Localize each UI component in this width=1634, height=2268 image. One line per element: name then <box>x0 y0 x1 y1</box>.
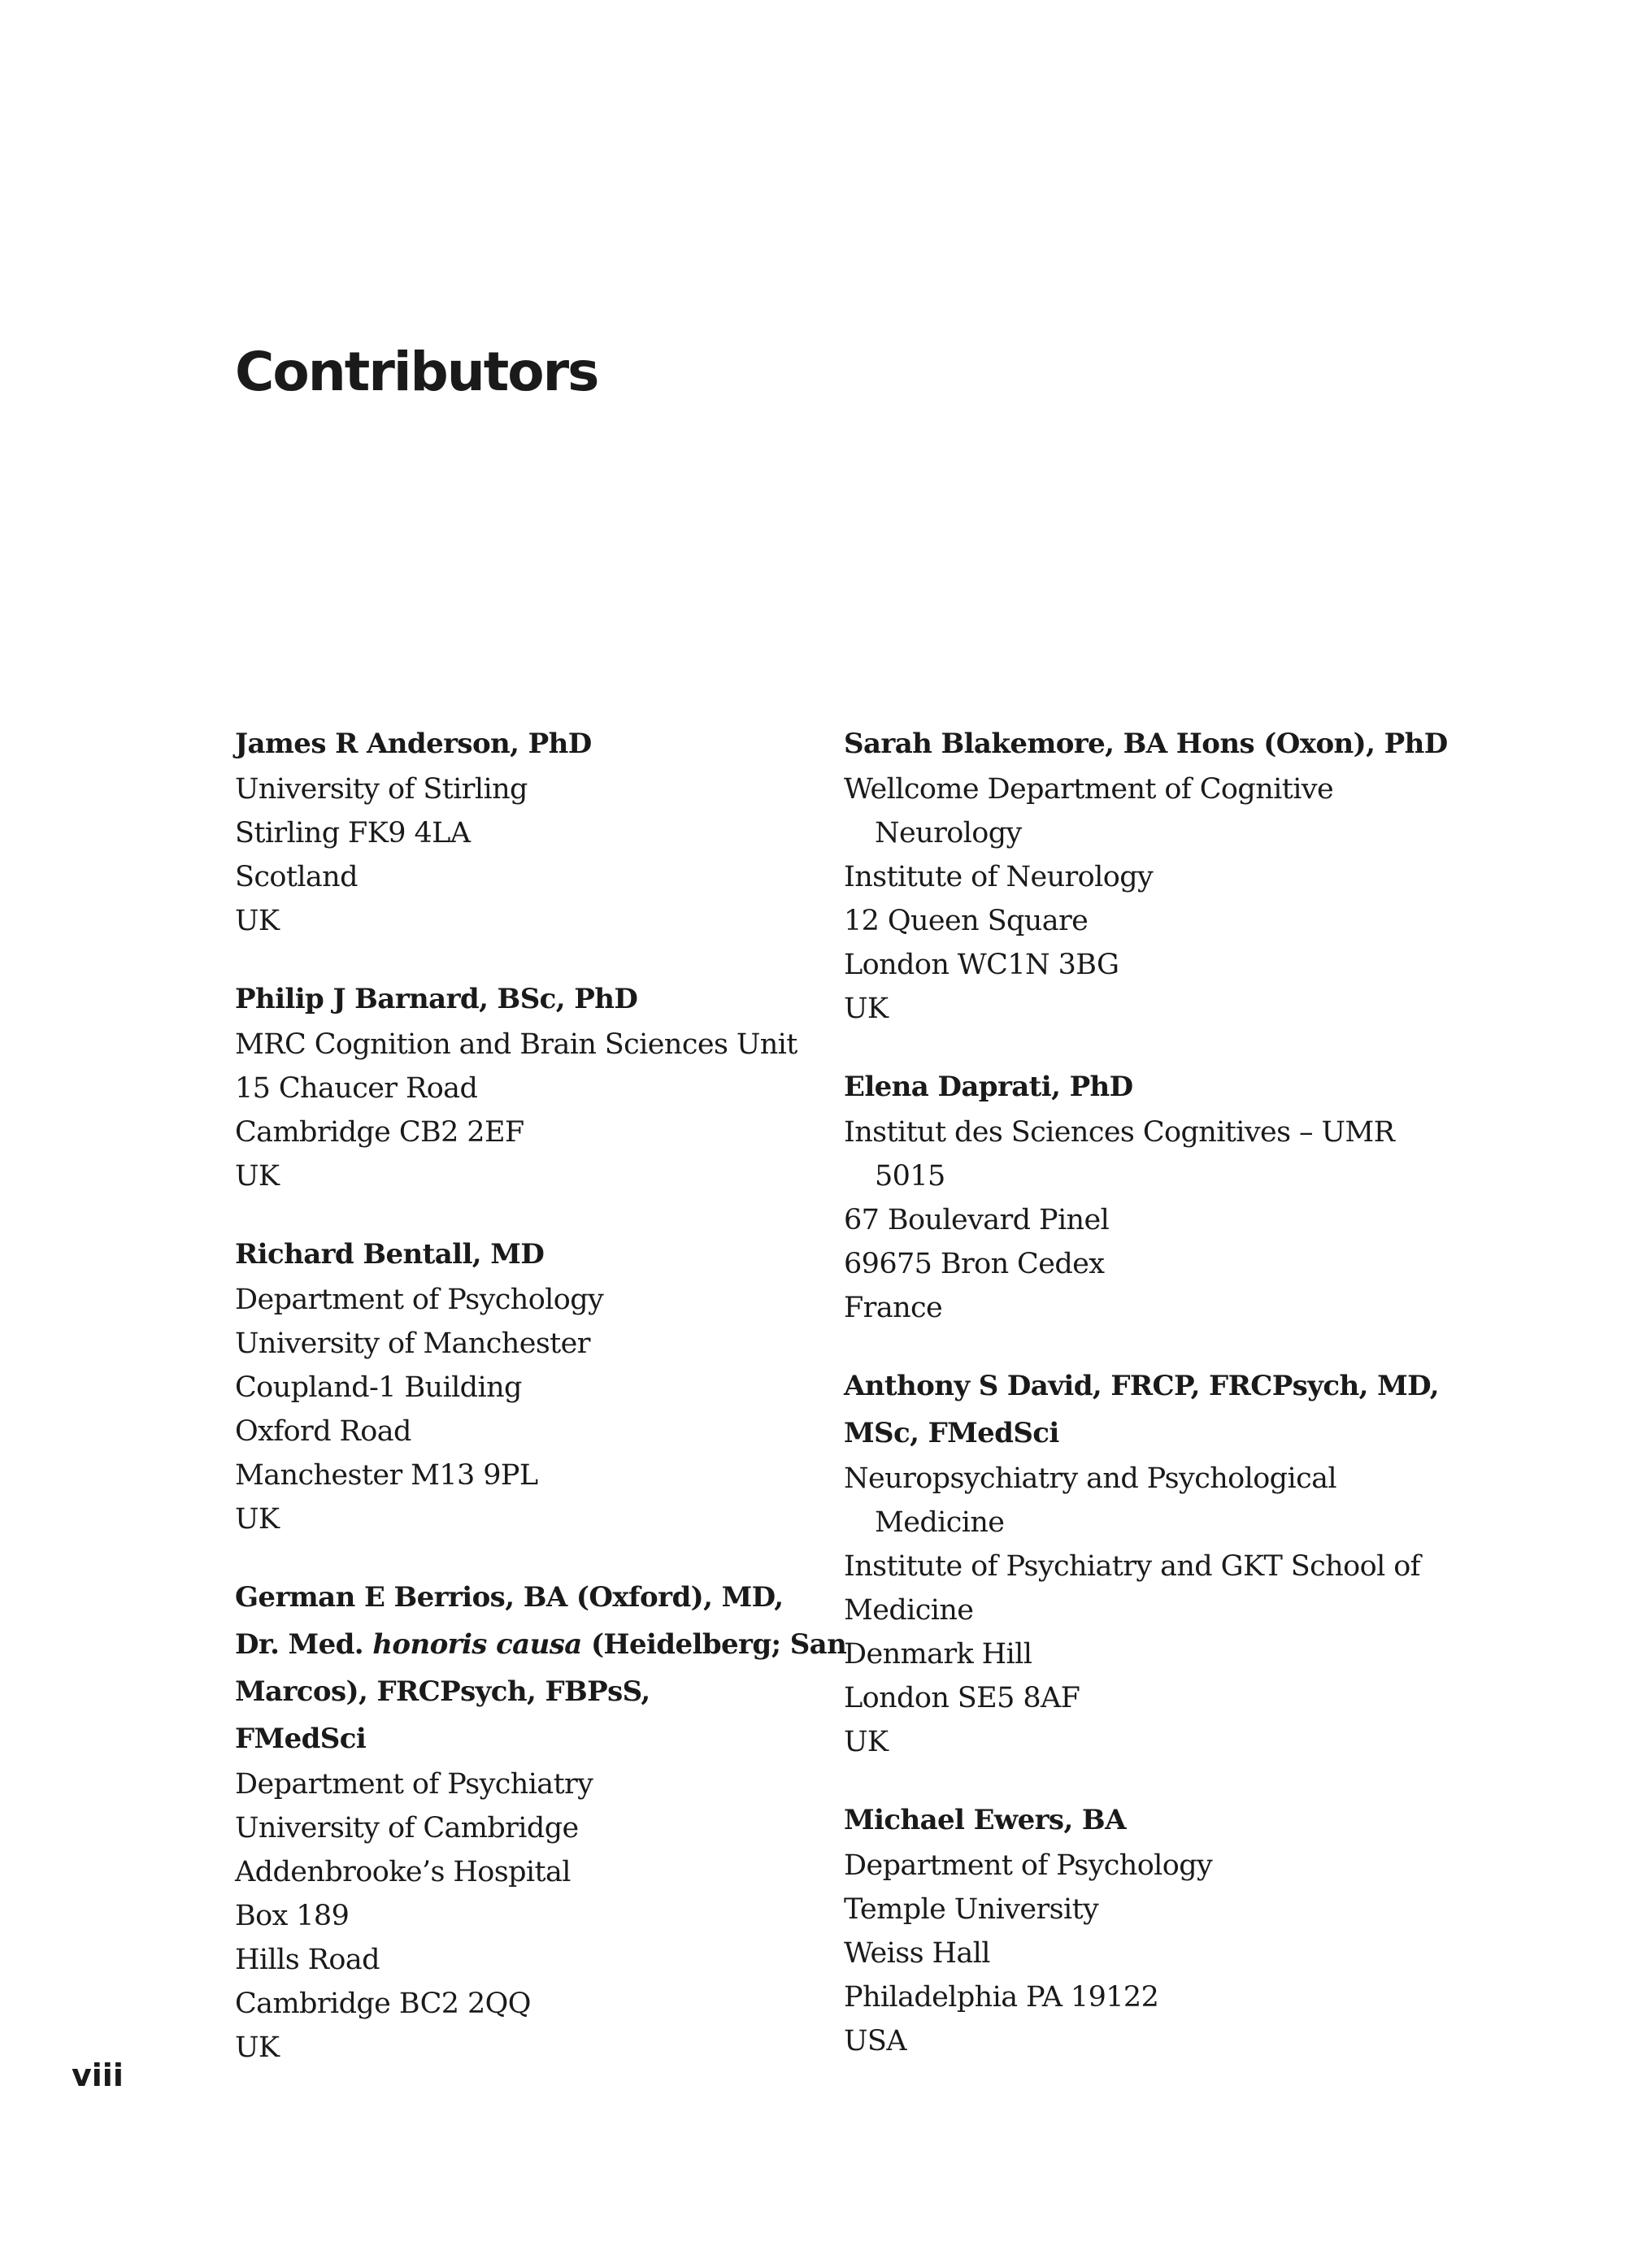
affiliation-line: Institute of Neurology <box>844 861 1154 893</box>
affiliation-line: Addenbrooke’s Hospital <box>235 1856 571 1888</box>
contributor-entry-daprati <box>844 1063 1413 1330</box>
affiliation-line: Coupland-1 Building <box>235 1371 522 1404</box>
contributor-name-continued <box>235 1621 847 1668</box>
contributor-entry-ewers <box>844 1797 1413 2063</box>
affiliation-line: UK <box>844 1726 889 1758</box>
affiliation-line: Oxford Road <box>235 1415 411 1448</box>
name-segment-italic: honoris causa <box>372 1628 582 1661</box>
contributor-name-continued: FMedSci <box>235 1723 367 1755</box>
affiliation-line: University of Manchester <box>235 1327 590 1360</box>
name-segment: Dr. Med. <box>235 1628 373 1661</box>
affiliation-line: Wellcome Department of Cognitive <box>844 773 1334 806</box>
affiliation-line: Neuropsychiatry and Psychological <box>844 1462 1336 1495</box>
contributor-name: Sarah Blakemore, BA Hons (Oxon), PhD <box>844 728 1448 760</box>
affiliation-line: Philadelphia PA 19122 <box>844 1981 1159 2014</box>
contributor-entry-berrios <box>235 1574 847 2070</box>
affiliation-line: UK <box>235 1503 280 1536</box>
affiliation-line: UK <box>235 905 280 937</box>
affiliation-line: Department of Psychology <box>235 1284 604 1316</box>
affiliation-line: 12 Queen Square <box>844 905 1089 937</box>
affiliation-line: Neurology <box>875 817 1022 849</box>
affiliation-line: 67 Boulevard Pinel <box>844 1204 1110 1236</box>
affiliation-line: MRC Cognition and Brain Sciences Unit <box>235 1028 797 1061</box>
affiliation-line: Manchester M13 9PL <box>235 1459 538 1492</box>
contributor-name-continued: Marcos), FRCPsych, FBPsS, <box>235 1675 650 1708</box>
contributor-name: Anthony S David, FRCP, FRCPsych, MD, <box>844 1370 1440 1402</box>
affiliation-line: USA <box>844 2025 906 2057</box>
contributor-name: Michael Ewers, BA <box>844 1804 1126 1836</box>
page-number: viii <box>72 2057 124 2093</box>
contributor-entry-anderson <box>235 720 804 943</box>
affiliation-line: France <box>844 1292 943 1324</box>
contributor-name-continued: MSc, FMedSci <box>844 1417 1059 1449</box>
contributor-entry-blakemore <box>844 720 1448 1031</box>
affiliation-line: UK <box>844 993 889 1025</box>
affiliation-line: Medicine <box>844 1594 974 1627</box>
contributor-entry-barnard <box>235 975 804 1198</box>
affiliation-line: London WC1N 3BG <box>844 949 1119 981</box>
contributor-name: Elena Daprati, PhD <box>844 1071 1133 1103</box>
contributors-left-column <box>235 720 847 2102</box>
affiliation-line: UK <box>235 1160 280 1193</box>
affiliation-line: London SE5 8AF <box>844 1682 1080 1714</box>
affiliation-line: 15 Chaucer Road <box>235 1072 478 1105</box>
page-title: Contributors <box>235 341 598 403</box>
affiliation-line: Cambridge BC2 2QQ <box>235 1988 531 2020</box>
contributor-name: Philip J Barnard, BSc, PhD <box>235 983 638 1015</box>
contributor-name: Richard Bentall, MD <box>235 1238 545 1271</box>
affiliation-line: Institute of Psychiatry and GKT School of <box>844 1550 1421 1583</box>
affiliation-line: Weiss Hall <box>844 1937 990 1970</box>
contributor-name: German E Berrios, BA (Oxford), MD, <box>235 1581 784 1614</box>
contributor-name: James R Anderson, PhD <box>235 728 592 760</box>
affiliation-line: Box 189 <box>235 1900 350 1932</box>
affiliation-line: UK <box>235 2031 280 2064</box>
affiliation-line: University of Cambridge <box>235 1812 579 1844</box>
affiliation-line: Hills Road <box>235 1944 380 1976</box>
affiliation-line: Denmark Hill <box>844 1638 1032 1671</box>
affiliation-line: Medicine <box>875 1506 1005 1539</box>
name-segment: (Heidelberg; San <box>581 1628 847 1661</box>
affiliation-line: Cambridge CB2 2EF <box>235 1116 524 1149</box>
affiliation-line: Institut des Sciences Cognitives – UMR <box>844 1116 1395 1149</box>
affiliation-line: Temple University <box>844 1893 1099 1926</box>
affiliation-line: Department of Psychiatry <box>235 1768 593 1801</box>
affiliation-line: Scotland <box>235 861 358 893</box>
contributor-entry-bentall <box>235 1231 804 1541</box>
contributor-entry-david <box>844 1362 1440 1764</box>
affiliation-line: Department of Psychology <box>844 1849 1213 1882</box>
affiliation-line: 5015 <box>875 1160 945 1193</box>
affiliation-line: University of Stirling <box>235 773 528 806</box>
affiliation-line: 69675 Bron Cedex <box>844 1248 1105 1280</box>
affiliation-line: Stirling FK9 4LA <box>235 817 471 849</box>
contributors-right-column <box>844 720 1448 2096</box>
